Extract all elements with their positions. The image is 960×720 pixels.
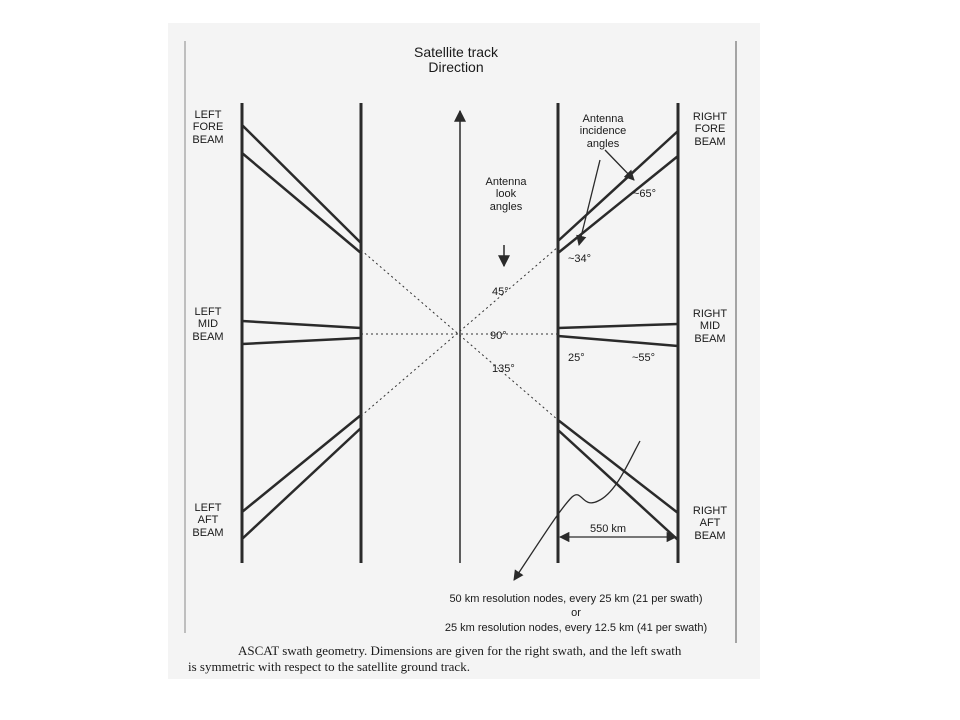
resolution-nodes-note: 50 km resolution nodes, every 25 km (21 per swath) or 25 km resolution nodes, every 12.5 km (41 per swath): [444, 593, 708, 634]
nodes-pointer-curve: [514, 441, 640, 580]
left-aft-beam-edge: [242, 415, 361, 512]
right-fore-beam-label: RIGHT FORE BEAM: [692, 111, 728, 148]
right-aft-beam-label: RIGHT AFT BEAM: [692, 505, 728, 542]
figure-caption: ASCAT swath geometry. Dimensions are given for the right swath, and the left swath is symmetric with respect to the satellite ground track.: [188, 643, 682, 674]
look-angle-90-value: 90°: [490, 330, 507, 342]
look-angle-45-value: 45°: [492, 286, 509, 298]
left-aft-beam-edge: [242, 428, 361, 539]
right-mid-beam-edge: [558, 324, 678, 328]
mid-outer-incidence-value: ~55°: [632, 352, 656, 364]
satellite-track-title: Satellite track Direction: [414, 44, 499, 76]
fore-outer-incidence-value: ~65°: [633, 188, 657, 200]
right-mid-beam-edge: [558, 336, 678, 346]
mid-inner-incidence-value: 25°: [568, 352, 585, 364]
left-mid-beam-edge: [242, 321, 361, 328]
incidence-arrow-outer: [605, 150, 634, 180]
left-mid-beam-edge: [242, 338, 361, 344]
swath-width-label: 550 km: [590, 523, 627, 535]
left-fore-beam-edge: [242, 153, 361, 253]
left-aft-beam-label: LEFT AFT BEAM: [192, 502, 224, 539]
antenna-incidence-angles-label: Antenna incidence angles: [579, 113, 627, 150]
right-mid-beam-label: RIGHT MID BEAM: [692, 308, 728, 345]
left-fore-beam-label: LEFT FORE BEAM: [192, 109, 224, 146]
left-fore-beam-edge: [242, 125, 361, 243]
look-angle-135-value: 135°: [492, 363, 515, 375]
incidence-arrow-inner: [579, 160, 600, 245]
swath-geometry-diagram: [168, 23, 760, 679]
fore-inner-incidence-value: ~34°: [568, 253, 592, 265]
left-mid-beam-label: LEFT MID BEAM: [192, 306, 224, 343]
right-aft-beam-edge: [558, 420, 678, 513]
scanned-figure: [168, 23, 760, 679]
right-fore-beam-edge: [558, 156, 678, 253]
antenna-look-angles-label: Antenna look angles: [485, 176, 527, 213]
